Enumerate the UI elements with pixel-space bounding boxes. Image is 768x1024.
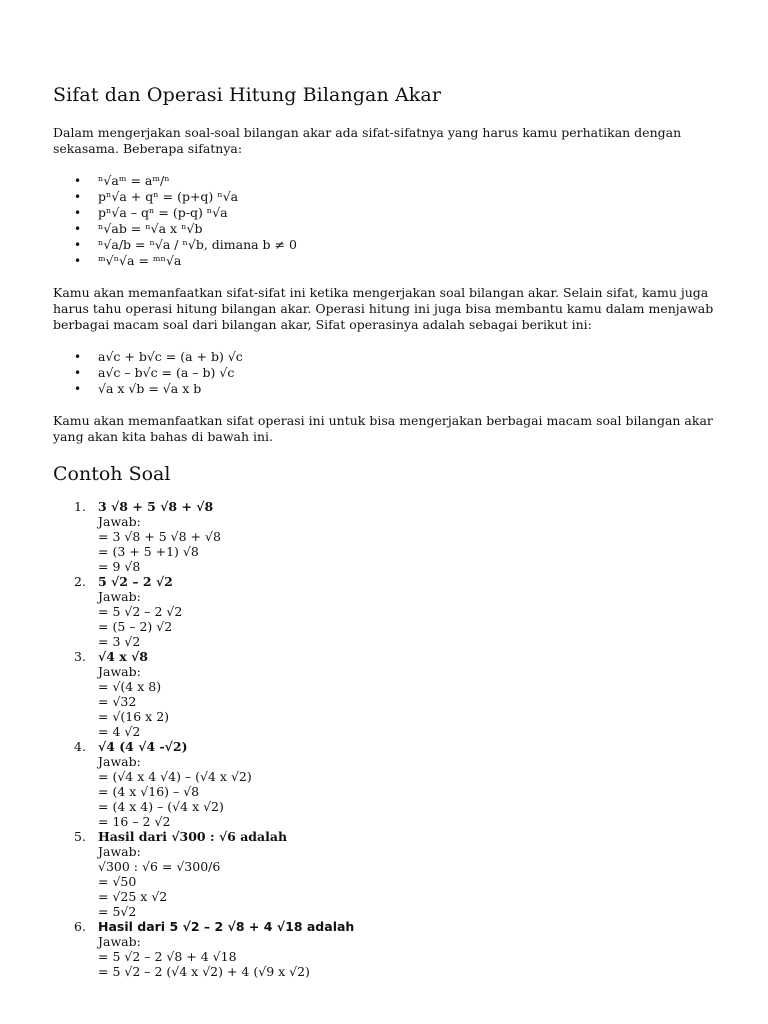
answer-line: = (√4 x 4 √4) – (√4 x √2): [98, 769, 252, 784]
property-item: • pⁿ√a + qⁿ = (p+q) ⁿ√a: [53, 189, 743, 205]
examples-intro-paragraph: Kamu akan memanfaatkan sifat operasi ini untuk bisa mengerjakan berbagai macam soal bilangan akar yang akan kita bahas di bawah ini.: [53, 413, 713, 444]
examples-list: [53, 499, 743, 979]
answer-line: = 9 √8: [98, 559, 141, 574]
example-question: Hasil dari 5 √2 – 2 √8 + 4 √18 adalah: [98, 919, 355, 934]
answer-line: = 3 √8 + 5 √8 + √8: [98, 529, 221, 544]
examples-heading: Contoh Soal: [53, 463, 171, 485]
answer-line: Jawab:: [98, 844, 141, 859]
answer-line: = 5 √2 – 2 √8 + 4 √18: [98, 949, 237, 964]
operation-item: • a√c + b√c = (a + b) √c: [53, 349, 743, 365]
example-question: √4 x √8: [98, 649, 148, 664]
answer-line: = (4 x √16) – √8: [98, 784, 200, 799]
answer-line: = 5 √2 – 2 (√4 x √2) + 4 (√9 x √2): [98, 964, 310, 979]
answer-line: = √25 x √2: [98, 889, 168, 904]
property-item: • ⁿ√aᵐ = aᵐ/ⁿ: [53, 173, 743, 189]
operation-item: • a√c – b√c = (a – b) √c: [53, 365, 743, 381]
answer-line: = 5 √2 – 2 √2: [98, 604, 183, 619]
answer-line: √300 : √6 = √300/6: [98, 859, 221, 874]
answer-line: Jawab:: [98, 934, 141, 949]
answer-line: = √(16 x 2): [98, 709, 170, 724]
example-question: Hasil dari √300 : √6 adalah: [98, 829, 288, 844]
example-number: 6.: [74, 919, 86, 934]
example-question: 5 √2 – 2 √2: [98, 574, 173, 589]
answer-line: = 16 – 2 √2: [98, 814, 171, 829]
operations-list: [53, 349, 743, 397]
example-item: [53, 919, 743, 979]
answer-line: = √50: [98, 874, 137, 889]
properties-list: [53, 173, 743, 269]
answer-line: Jawab:: [98, 514, 141, 529]
example-item: [53, 649, 743, 739]
property-item: • ⁿ√a/b = ⁿ√a / ⁿ√b, dimana b ≠ 0: [53, 237, 743, 253]
property-item: • pⁿ√a – qⁿ = (p-q) ⁿ√a: [53, 205, 743, 221]
example-item: [53, 739, 743, 829]
answer-line: Jawab:: [98, 589, 141, 604]
document-content: [53, 84, 743, 979]
example-question: √4 (4 √4 -√2): [98, 739, 188, 754]
operations-intro-paragraph: Kamu akan memanfaatkan sifat-sifat ini ketika mengerjakan soal bilangan akar. Selain sifat, kamu juga harus tahu operasi hitung bilangan akar. Operasi hitung ini juga bisa membantu kamu dalam menjawab berbagai macam soal dari bilangan akar, Sifat operasinya adalah sebagai berikut ini:: [53, 285, 714, 332]
operation-item: • √a x √b = √a x b: [53, 381, 743, 397]
example-number: 3.: [74, 649, 86, 664]
example-question: 3 √8 + 5 √8 + √8: [98, 499, 214, 514]
answer-line: = (4 x 4) – (√4 x √2): [98, 799, 224, 814]
property-item: • ⁿ√ab = ⁿ√a x ⁿ√b: [53, 221, 743, 237]
answer-line: = (3 + 5 +1) √8: [98, 544, 199, 559]
page-title: Sifat dan Operasi Hitung Bilangan Akar: [53, 84, 442, 106]
intro-paragraph: Dalam mengerjakan soal-soal bilangan akar ada sifat-sifatnya yang harus kamu perhatikan dengan sekasama. Beberapa sifatnya:: [53, 125, 682, 156]
example-item: [53, 574, 743, 649]
answer-line: Jawab:: [98, 754, 141, 769]
example-number: 1.: [74, 499, 86, 514]
property-item: • ᵐ√ⁿ√a = ᵐⁿ√a: [53, 253, 743, 269]
answer-line: = √(4 x 8): [98, 679, 162, 694]
answer-line: Jawab:: [98, 664, 141, 679]
example-item: [53, 499, 743, 574]
answer-line: = 3 √2: [98, 634, 141, 649]
answer-line: = (5 – 2) √2: [98, 619, 173, 634]
answer-line: = 4 √2: [98, 724, 141, 739]
answer-line: = 5√2: [98, 904, 137, 919]
answer-line: = √32: [98, 694, 137, 709]
example-item: [53, 829, 743, 919]
example-number: 5.: [74, 829, 86, 844]
example-number: 4.: [74, 739, 86, 754]
example-number: 2.: [74, 574, 86, 589]
